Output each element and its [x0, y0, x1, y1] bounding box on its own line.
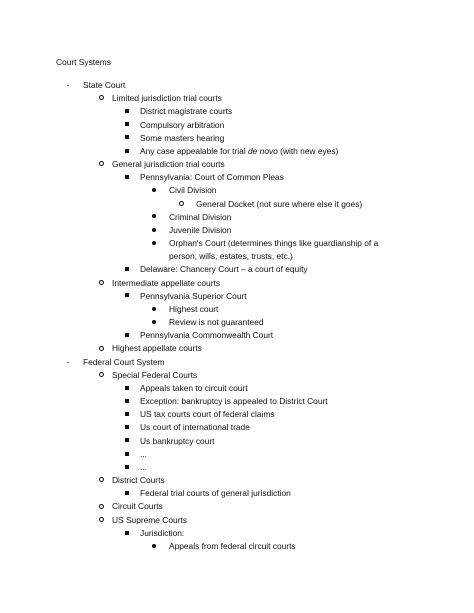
outline-line-text: District Courts	[112, 475, 165, 486]
outline-line-text: Highest appellate courts	[112, 343, 202, 354]
outline-line-text: Pennsylvania Superior Court	[140, 290, 247, 301]
square-bullet-icon	[121, 382, 133, 394]
dot-bullet-icon	[148, 303, 160, 315]
outline-line-text: ...	[140, 461, 147, 472]
outline-line-text: Any case appealable for trial de novo (with new eyes)	[140, 145, 339, 156]
square-bullet-icon	[121, 145, 133, 157]
square-bullet-icon	[121, 132, 133, 144]
outline-line-text: Highest court	[169, 303, 219, 314]
outline-line-text: Orphan's Court (determines things like guardianship of a	[169, 238, 379, 248]
square-bullet-icon	[121, 421, 133, 433]
outline-line-text: Special Federal Courts	[112, 369, 198, 380]
outline-line-text: State Court	[83, 80, 126, 90]
outline-line-text: person, wills, estates, trusts, etc.)	[169, 251, 293, 262]
open-circle-bullet-icon	[175, 198, 187, 210]
outline-line-text: Compulsory arbitration	[140, 119, 225, 130]
square-bullet-icon	[121, 290, 133, 302]
outline-line-text: Appeals taken to circuit court	[140, 382, 248, 393]
outline-line-text: Exception: bankruptcy is appealed to District Court	[140, 396, 328, 407]
document-title: Court Systems	[56, 57, 111, 67]
outline-line-text: ...	[140, 448, 147, 459]
open-circle-bullet-icon	[95, 369, 107, 381]
outline-line-text: Us court of international trade	[140, 422, 250, 433]
outline-line-text: Criminal Division	[169, 211, 232, 222]
outline-line-text: Limited jurisdiction trial courts	[112, 93, 222, 104]
open-circle-bullet-icon	[95, 474, 107, 486]
square-bullet-icon	[121, 263, 133, 275]
outline-line-text: US tax courts court of federal claims	[140, 409, 275, 420]
outline-line-text: Some masters hearing	[140, 132, 225, 143]
outline-line-text: US Supreme Courts	[112, 514, 187, 525]
dot-bullet-icon	[148, 540, 160, 552]
dash-bullet-icon: -	[66, 80, 70, 90]
outline-line-text: Review is not guaranteed	[169, 317, 264, 328]
square-bullet-icon	[121, 487, 133, 499]
square-bullet-icon	[121, 119, 133, 131]
outline-line-text: General jurisdiction trial courts	[112, 159, 225, 169]
outline-line-text: Circuit Courts	[112, 501, 163, 512]
outline-line-text: Delaware: Chancery Court – a court of equity	[140, 264, 308, 275]
square-bullet-icon	[121, 461, 133, 473]
outline-line-text: Jurisdiction:	[140, 527, 185, 538]
outline-line-text-after: (with new eyes)	[277, 145, 339, 156]
square-bullet-icon	[121, 105, 133, 117]
square-bullet-icon	[121, 448, 133, 460]
open-circle-bullet-icon	[95, 342, 107, 354]
square-bullet-icon	[121, 329, 133, 341]
outline-line-text: District magistrate courts	[140, 106, 233, 117]
open-circle-bullet-icon	[95, 158, 107, 170]
italic-text: de novo	[248, 145, 278, 156]
outline-line-text: Federal Court System	[83, 356, 165, 367]
dot-bullet-icon	[148, 184, 160, 196]
outline-line-text: Pennsylvania Commonwealth Court	[140, 330, 274, 341]
open-circle-bullet-icon	[95, 92, 107, 104]
dash-bullet-icon: -	[66, 356, 70, 367]
outline-line-text: Us bankruptcy court	[140, 435, 215, 446]
dot-bullet-icon	[148, 237, 160, 249]
dot-bullet-icon	[148, 211, 160, 223]
outline-line-text: Pennsylvania: Court of Common Pleas	[140, 172, 284, 183]
outline-line-text: General Docket (not sure where else it goes)	[196, 198, 363, 209]
square-bullet-icon	[121, 435, 133, 447]
dot-bullet-icon	[148, 224, 160, 236]
outline-line-text: Intermediate appellate courts	[112, 277, 221, 288]
outline-line-text: Juvenile Division	[169, 224, 232, 235]
square-bullet-icon	[121, 408, 133, 420]
outline-line-text: Appeals from federal circuit courts	[169, 541, 296, 551]
outline-line-text: Civil Division	[169, 185, 217, 196]
square-bullet-icon	[121, 527, 133, 539]
dot-bullet-icon	[148, 316, 160, 328]
open-circle-bullet-icon	[95, 500, 107, 512]
open-circle-bullet-icon	[95, 514, 107, 526]
outline-line-text: Federal trial courts of general jurisdiction	[140, 488, 291, 499]
square-bullet-icon	[121, 171, 133, 183]
open-circle-bullet-icon	[95, 277, 107, 289]
square-bullet-icon	[121, 395, 133, 407]
